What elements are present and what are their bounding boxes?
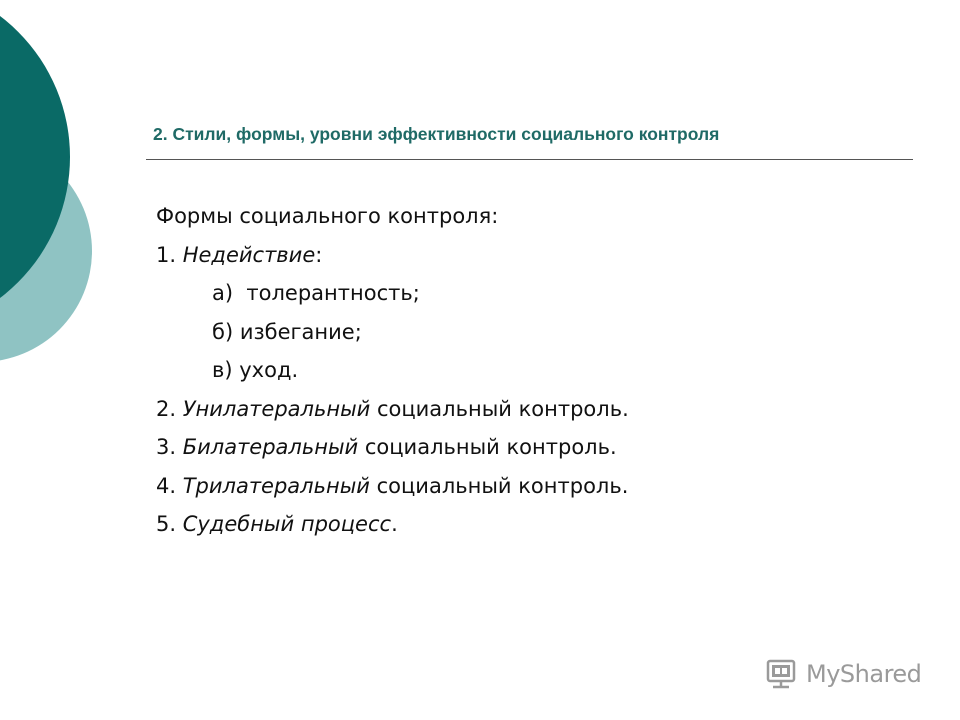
item-term: Билатеральный bbox=[182, 435, 359, 459]
mysharedslide-icon bbox=[766, 658, 800, 690]
sub-item-text: уход. bbox=[239, 358, 299, 382]
slide-title: 2. Стили, формы, уровни эффективности социального контроля bbox=[153, 124, 720, 144]
slide-body bbox=[156, 197, 916, 544]
sub-item-text: избегание; bbox=[239, 319, 362, 344]
item-term: Трилатеральный bbox=[182, 473, 370, 498]
sub-list-item bbox=[156, 313, 916, 352]
item-rest: социальный контроль. bbox=[358, 435, 617, 459]
item-term: Недействие bbox=[182, 242, 316, 267]
sub-list-item bbox=[156, 274, 916, 313]
sub-item-letter: б) bbox=[212, 319, 240, 344]
list-item bbox=[156, 428, 916, 467]
sub-item-letter: в) bbox=[212, 358, 240, 382]
item-rest: социальный контроль. bbox=[370, 396, 629, 421]
item-number: 3. bbox=[156, 435, 183, 459]
item-rest: социальный контроль. bbox=[369, 473, 629, 498]
item-rest: : bbox=[315, 242, 323, 267]
list-item bbox=[156, 467, 916, 506]
body-heading: Формы социального контроля: bbox=[156, 204, 499, 228]
watermark-logo bbox=[766, 656, 921, 692]
item-rest: . bbox=[391, 512, 398, 536]
title-divider bbox=[146, 159, 913, 160]
list-item bbox=[156, 505, 916, 544]
sub-list-item bbox=[156, 351, 916, 390]
item-number: 2. bbox=[156, 396, 183, 421]
sub-item-letter: а) bbox=[212, 281, 247, 305]
sub-item-text: толерантность; bbox=[246, 281, 420, 305]
list-item bbox=[156, 236, 916, 275]
item-number: 5. bbox=[156, 512, 183, 536]
item-term: Унилатеральный bbox=[182, 396, 371, 421]
watermark-text: MyShared bbox=[806, 660, 922, 688]
list-item bbox=[156, 390, 916, 429]
item-number: 4. bbox=[156, 473, 183, 498]
item-term: Судебный процесс bbox=[182, 512, 392, 536]
item-number: 1. bbox=[156, 242, 183, 267]
